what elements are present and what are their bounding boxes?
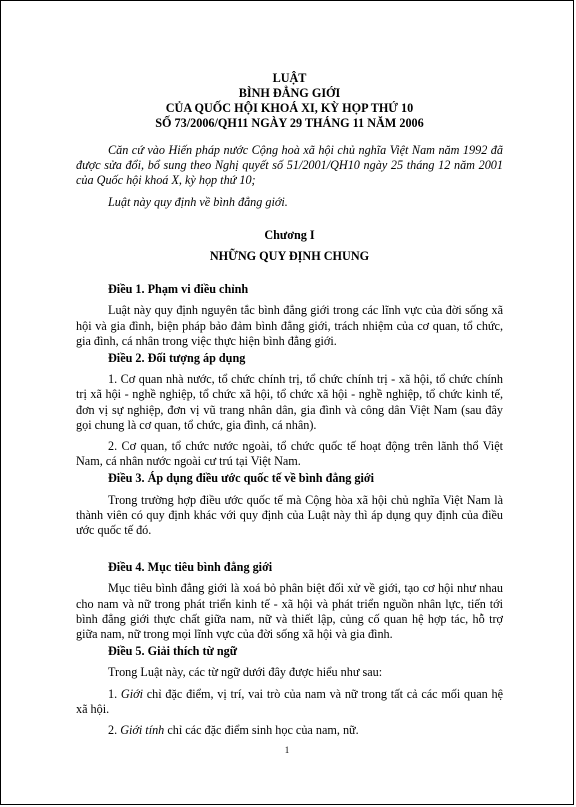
title-line-4: SỐ 73/2006/QH11 NGÀY 29 THÁNG 11 NĂM 2006 bbox=[155, 116, 424, 130]
article-5-intro: Trong Luật này, các từ ngữ dưới đây được hiểu như sau: bbox=[108, 665, 383, 680]
article-2-paragraph-1: 1. Cơ quan nhà nước, tổ chức chính trị, tổ chức chính trị - xã hội, tổ chức chính trị xã hội - nghề nghiệp, tổ chức xã hội, tổ chức xã hội - nghề nghiệp, tổ chức kinh tế, đơn vị sự nghiệp, đơn vị vũ trang nhân dân, gia đình và công dân Việt Nam (sau đây gọi chung là cơ quan, tổ chức, gia đình, cá nhân). bbox=[76, 372, 503, 432]
article-3-paragraph: Trong trường hợp điều ước quốc tế mà Cộng hòa xã hội chủ nghĩa Việt Nam là thành viên có quy định khác với quy định của Luật này thì áp dụng quy định của điều ước quốc tế đó. bbox=[76, 492, 503, 538]
definition-text: chỉ các đặc điểm sinh học của nam, nữ. bbox=[164, 723, 359, 738]
title-line-2: BÌNH ĐẲNG GIỚI bbox=[238, 86, 341, 100]
preamble-paragraph-2: Luật này quy định về bình đẳng giới. bbox=[108, 194, 288, 209]
article-3-heading: Điều 3. Áp dụng điều ước quốc tế về bình đẳng giới bbox=[108, 471, 374, 486]
definition-term: Giới tính bbox=[120, 723, 165, 738]
preamble-paragraph-1: Căn cứ vào Hiến pháp nước Cộng hoà xã hội chủ nghĩa Việt Nam năm 1992 đã được sửa đổi, bổ sung theo Nghị quyết số 51/2001/QH10 ngày 25 tháng 12 năm 2001 của Quốc hội khoá X, kỳ họp thứ 10; bbox=[76, 143, 503, 188]
article-2-heading: Điều 2. Đối tượng áp dụng bbox=[108, 351, 246, 366]
definition-term: Giới bbox=[120, 686, 143, 701]
preamble bbox=[76, 143, 503, 210]
title-line-3: CỦA QUỐC HỘI KHOÁ XI, KỲ HỌP THỨ 10 bbox=[165, 101, 414, 115]
definition-text: chỉ đặc điểm, vị trí, vai trò của nam và nữ trong tất cả các mối quan hệ xã hội. bbox=[76, 686, 504, 716]
article-2-paragraph-2: 2. Cơ quan, tổ chức nước ngoài, tổ chức quốc tế hoạt động trên lãnh thổ Việt Nam, cá nhân nước ngoài cư trú tại Việt Nam. bbox=[76, 439, 503, 469]
definition-number: 2. bbox=[108, 723, 121, 738]
article-1-paragraph: Luật này quy định nguyên tắc bình đẳng giới trong các lĩnh vực của đời sống xã hội và gia đình, biện pháp bảo đảm bình đẳng giới, trách nhiệm của cơ quan, tổ chức, gia đình, cá nhân trong việc thực hiện bình đẳng giới. bbox=[76, 303, 503, 348]
chapter-label: Chương I bbox=[264, 227, 315, 242]
article-5-definition-2 bbox=[76, 723, 503, 738]
definition-number: 1. bbox=[108, 686, 121, 701]
article-4-paragraph: Mục tiêu bình đẳng giới là xoá bỏ phân biệt đối xử về giới, tạo cơ hội như nhau cho nam và nữ trong phát triển kinh tế - xã hội và phát triển nguồn nhân lực, tiến tới bình đẳng giới thực chất giữa nam, nữ và thiết lập, củng cố quan hệ hợp tác, hỗ trợ giữa nam, nữ trong mọi lĩnh vực của đời sống xã hội và gia đình. bbox=[76, 581, 503, 642]
document-body bbox=[76, 71, 503, 738]
page-number: 1 bbox=[284, 745, 290, 755]
article-4-heading: Điều 4. Mục tiêu bình đẳng giới bbox=[108, 560, 273, 575]
chapter-title: NHỮNG QUY ĐỊNH CHUNG bbox=[209, 249, 370, 264]
law-title bbox=[76, 71, 503, 131]
article-5-heading: Điều 5. Giải thích từ ngữ bbox=[108, 644, 238, 659]
article-1-heading: Điều 1. Phạm vi điều chỉnh bbox=[108, 282, 249, 297]
title-line-1: LUẬT bbox=[272, 71, 307, 85]
article-5-definition-1 bbox=[76, 687, 503, 717]
